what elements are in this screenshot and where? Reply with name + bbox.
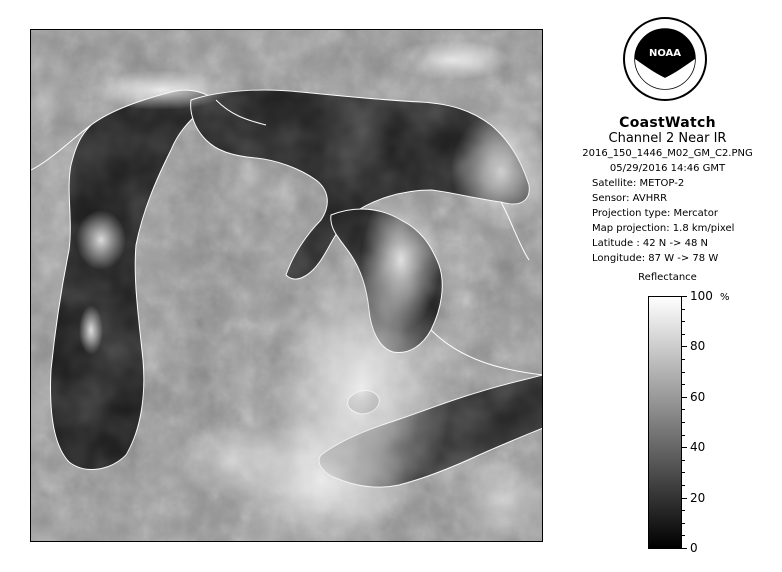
colorbar-minor-tick [682,523,685,524]
colorbar [648,296,682,549]
colorbar-minor-tick [682,309,685,310]
colorbar-minor-tick [682,548,685,549]
colorbar-minor-tick [682,334,685,335]
colorbar-tick-label: 80 [690,339,706,354]
colorbar-gradient [649,297,681,548]
colorbar-minor-tick [682,384,685,385]
colorbar-minor-tick [682,296,685,297]
colorbar-minor-tick [682,435,685,436]
colorbar-minor-tick [682,397,685,398]
colorbar-minor-tick [682,472,685,473]
colorbar-minor-tick [682,321,685,322]
colorbar-minor-tick [682,447,685,448]
map-canvas [31,30,543,542]
colorbar-tick-label: 60 [690,389,706,404]
colorbar-minor-tick [682,535,685,536]
filename: 2016_150_1446_M02_GM_C2.PNG [582,148,753,159]
latitude-range: Latitude : 42 N -> 48 N [592,238,708,249]
noaa-logo [622,16,708,102]
colorbar-minor-tick [682,372,685,373]
sensor-name: Sensor: AVHRR [592,193,668,204]
acquisition-datetime: 05/29/2016 14:46 GMT [609,163,726,174]
colorbar-minor-tick [682,460,685,461]
colorbar-minor-tick [682,485,685,486]
satellite-name: Satellite: METOP-2 [592,178,685,189]
colorbar-tick-label: 40 [690,440,706,455]
colorbar-minor-tick [682,422,685,423]
info-panel [560,14,775,564]
colorbar-minor-tick [682,409,685,410]
colorbar-minor-tick [682,498,685,499]
logo-text: NOAA [648,48,682,59]
colorbar-minor-tick [682,510,685,511]
satellite-image[interactable] [30,29,543,542]
map-projection: Map projection: 1.8 km/pixel [592,223,735,234]
colorbar-tick-label: 100 [690,289,713,303]
noaa-seal-icon [622,16,708,102]
projection-type: Projection type: Mercator [592,208,718,219]
product-title: CoastWatch [619,115,716,131]
colorbar-tick-label: 0 [690,541,698,555]
colorbar-tick-label: 20 [690,490,706,505]
channel-subtitle: Channel 2 Near IR [608,131,727,146]
colorbar-unit: % [720,292,730,303]
longitude-range: Longitude: 87 W -> 78 W [592,253,719,264]
colorbar-minor-tick [682,359,685,360]
colorbar-minor-tick [682,346,685,347]
colorbar-label: Reflectance [638,272,697,283]
